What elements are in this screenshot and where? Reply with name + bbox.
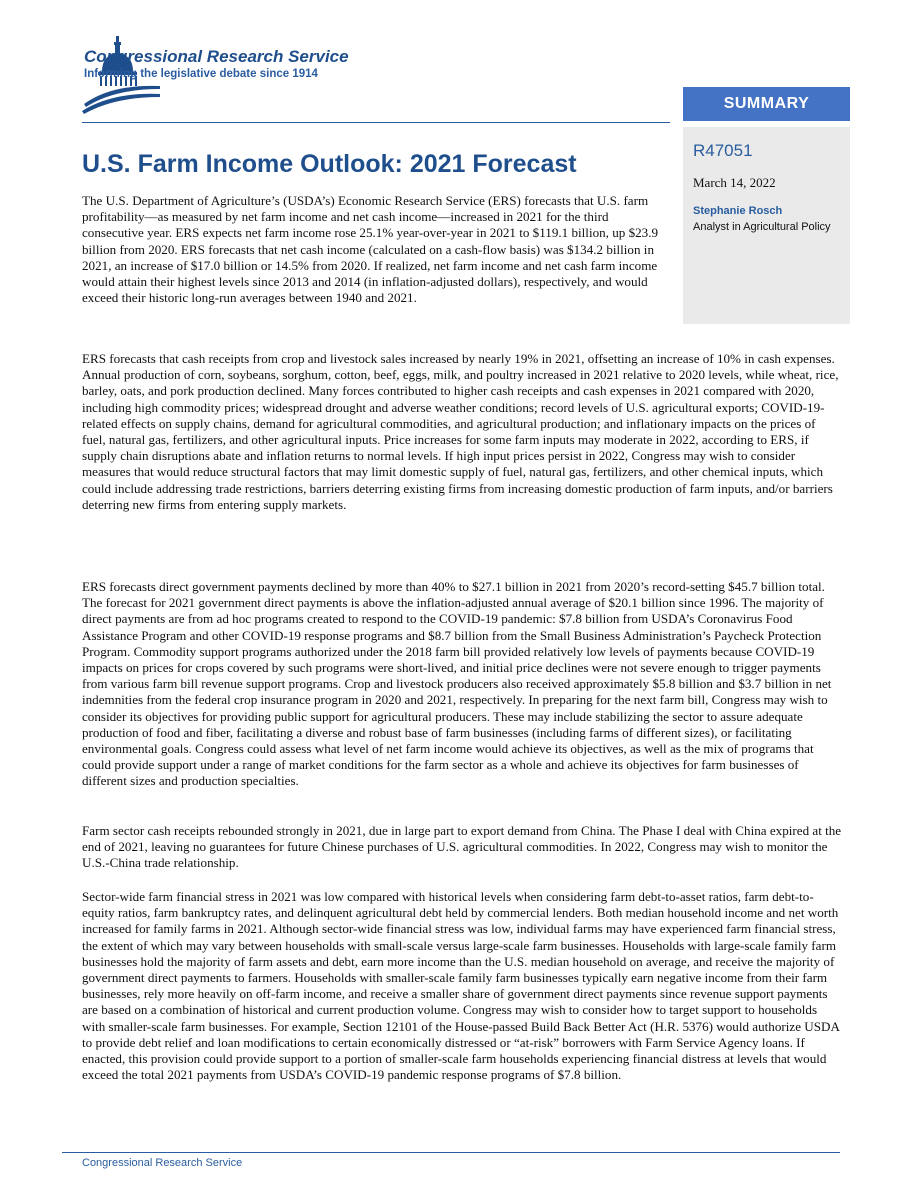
summary-paragraph: Farm sector cash receipts rebounded strongly in 2021, due in large part to export demand from China. The Phase I deal with China expired at the end of 2021, leaving no guarantees for future Chinese purchases of U.S. agricultural commodities. In 2022, Congress may wish to monitor the U.S.-China trade relationship. (82, 823, 842, 871)
summary-paragraph: ERS forecasts direct government payments declined by more than 40% to $27.1 billion in 2021 from 2020’s record-setting $45.7 billion total. The forecast for 2021 government direct payments is above the inflation-adjusted annual average of $20.1 billion since 1996. The majority of direct payments are from ad hoc programs created to respond to the COVID-19 pandemic: $7.8 billion from USDA’s Coronavirus Food Assistance Program and other COVID-19 response programs and $8.7 billion from the Small Business Administration’s Paycheck Protection Program. Commodity support programs authorized under the 2018 farm bill provided relatively low levels of payments because COVID-19 impacts on prices for crops covered by such programs were short-lived, and initial price declines were not severe enough to trigger payments from various farm bill revenue support programs. Crop and livestock producers also received approximately $5.8 billion and $3.7 billion in net indemnities from the federal crop insurance program in 2020 and 2021, respectively. In preparing for the next farm bill, Congress may wish to consider its objectives for providing public support for agricultural producers. These may include stabilizing the sector to assure adequate production of food and fiber, facilitating a diverse and robust base of farm businesses (including farms of different sizes), or facilitating environmental goals. Congress could assess what level of net farm income would achieve its objectives, as well as the mix of programs that could provide support under a range of market conditions for the farm sector as a whole and achieve its objectives for farm businesses of different sizes and production specialties. (82, 579, 832, 789)
report-number: R47051 (693, 141, 753, 160)
summary-paragraph: The U.S. Department of Agriculture’s (USDA’s) Economic Research Service (ERS) forecasts that U.S. farm profitability—as measured by net farm income and net cash income—increased in 2021 for the third consecutive year. ERS expects net farm income rose 25.1% year-over-year in 2021 to $119.1 billion, up $23.9 billion from 2020. ERS forecasts that net cash income (calculated on a cash-flow basis) was $134.2 billion in 2021, an increase of $17.0 billion or 14.5% from 2020. If realized, net farm income and net cash farm income would attain their highest levels since 2013 and 2014 (in inflation-adjusted dollars), respectively, and would exceed their historic long-run averages between 1940 and 2021. (82, 193, 659, 306)
org-tagline: Informing the legislative debate since 1914 (84, 68, 318, 80)
author-name: Stephanie Rosch (693, 205, 783, 217)
header-divider (82, 122, 670, 123)
author-title: Analyst in Agricultural Policy (693, 221, 831, 233)
report-info-sidebar (683, 127, 850, 324)
org-name: Congressional Research Service (84, 47, 349, 66)
summary-paragraph: Sector-wide farm financial stress in 2021 was low compared with historical levels when considering farm debt-to-asset ratios, farm debt-to-equity ratios, farm bankruptcy rates, and delinquent agricultural debt held by commercial lenders. Both median household income and net worth increased for family farms in 2021. Although sector-wide financial stress was low, individual farms may have experienced farm financial stress, the extent of which may vary between households with small-scale versus large-scale farm businesses. Households with large-scale family farm businesses hold the majority of farm assets and debt, earn more income than the U.S. median household on average, and receive the majority of government direct payments to farmers. Households with smaller-scale family farm businesses typically earn negative income from their farm businesses, rely more heavily on off-farm income, and receive a smaller share of government direct payments since revenue support payments are based on a combination of historical and current production volume. Congress may wish to consider how to target support to households with smaller-scale farm businesses. For example, Section 12101 of the House-passed Build Back Better Act (H.R. 5376) would authorize USDA to provide debt relief and loan modifications to certain economically distressed or “at-risk” borrowers with Farm Service Agency loans. If enacted, this provision could provide support to a portion of smaller-scale farm households experiencing financial distress at levels that would exceed the total 2021 payments from USDA’s COVID-19 pandemic response programs of $7.8 billion. (82, 889, 840, 1083)
summary-paragraph: ERS forecasts that cash receipts from crop and livestock sales increased by nearly 19% in 2021, offsetting an increase of 10% in cash expenses. Annual production of corn, soybeans, sorghum, cotton, beef, eggs, milk, and poultry increased in 2021 relative to 2020 levels, while wheat, rice, barley, oats, and pork production declined. Many forces contributed to higher cash receipts and cash expenses in 2021 compared with 2020, including high commodity prices; widespread drought and adverse weather conditions; record levels of U.S. agricultural exports; COVID-19-related effects on supply chains, demand for agricultural commodities, and agricultural production; and inflationary impacts on the prices of fuel, natural gas, fertilizers, and other agricultural inputs. Price increases for some farm inputs may moderate in 2022, according to ERS, if supply chain disruptions abate and inflation returns to normal levels. If high input prices persist in 2022, Congress may wish to consider measures that would reduce structural factors that may limit domestic supply of fuel, natural gas, fertilizers, and other chemical inputs, which could include addressing trade restrictions, barriers deterring existing firms from increasing domestic production of farm inputs, and/or barriers deterring new firms from entering supply markets. (82, 351, 839, 512)
footer-divider (62, 1152, 840, 1153)
report-date: March 14, 2022 (693, 175, 776, 190)
document-title: U.S. Farm Income Outlook: 2021 Forecast (82, 150, 577, 178)
footer-label: Congressional Research Service (82, 1157, 243, 1169)
summary-tab: SUMMARY (683, 87, 850, 121)
